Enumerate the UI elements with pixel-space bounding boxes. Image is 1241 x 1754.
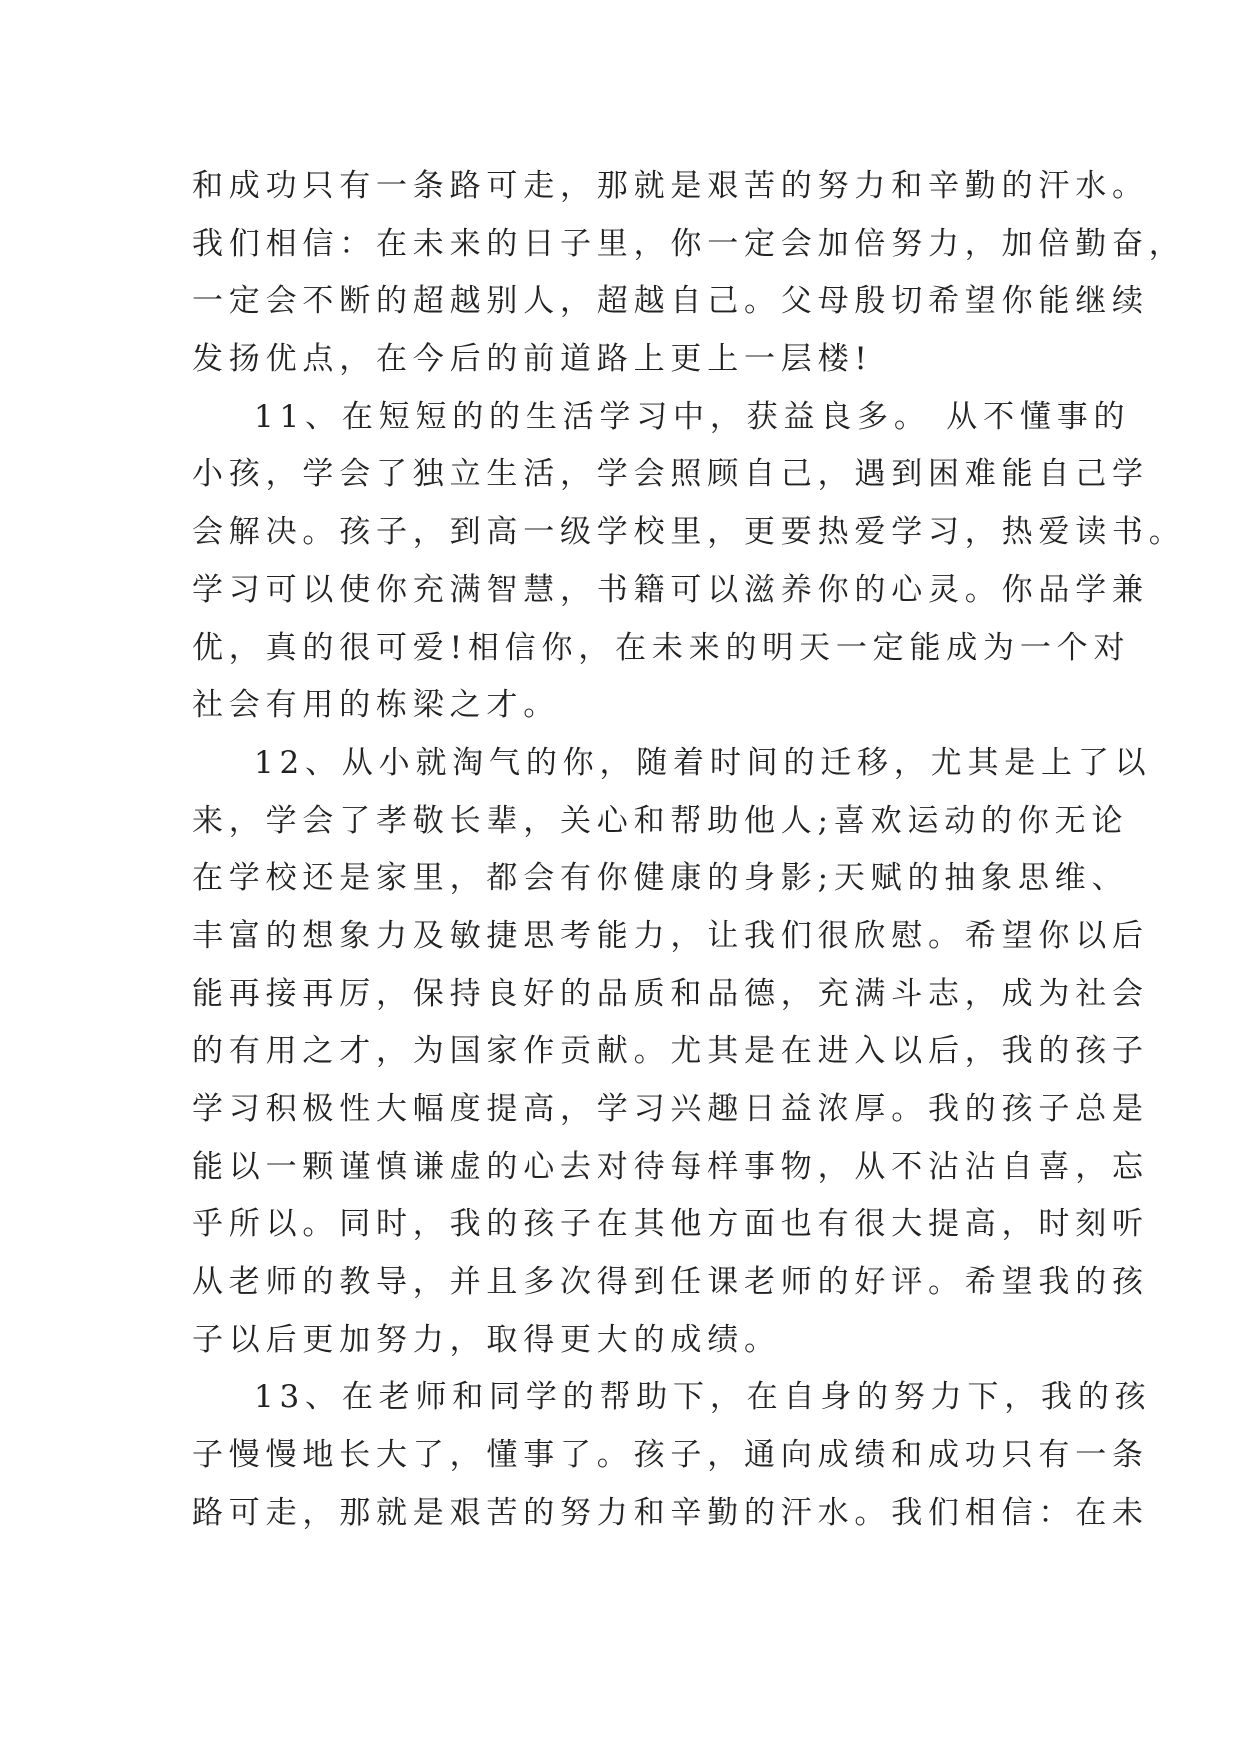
text-line: 会解决。孩子，到高一级学校里，更要热爱学习，热爱读书。	[192, 514, 1186, 551]
text-line: 小孩，学会了独立生活，学会照顾自己，遇到困难能自己学	[192, 456, 1149, 493]
text-line: 子以后更加努力，取得更大的成绩。	[192, 1321, 781, 1358]
text-line: 一定会不断的超越别人，超越自己。父母殷切希望你能继续	[192, 283, 1149, 320]
paragraph-11-first-line: 11、在短短的的生活学习中，获益良多。 从不懂事的	[254, 398, 1131, 435]
text-line: 社会有用的栋梁之才。	[192, 687, 560, 724]
document-body	[192, 158, 1186, 1543]
paragraph-12-first-line: 12、从小就淘气的你，随着时间的迁移，尤其是上了以	[254, 744, 1152, 781]
text-line: 来，学会了孝敬长辈，关心和帮助他人;喜欢运动的你无论	[192, 802, 1129, 839]
text-line: 优，真的很可爱!相信你，在未来的明天一定能成为一个对	[192, 629, 1131, 666]
text-line: 能以一颗谨慎谦虚的心去对待每样事物，从不沾沾自喜，忘	[192, 1148, 1149, 1185]
text-line: 路可走，那就是艰苦的努力和辛勤的汗水。我们相信：在未	[192, 1494, 1149, 1531]
text-line: 学习可以使你充满智慧，书籍可以滋养你的心灵。你品学兼	[192, 571, 1149, 608]
text-line: 我们相信：在未来的日子里，你一定会加倍努力，加倍勤奋，	[192, 225, 1186, 262]
text-line: 从老师的教导，并且多次得到任课老师的好评。希望我的孩	[192, 1264, 1149, 1301]
paragraph-13-first-line: 13、在老师和同学的帮助下，在自身的努力下，我的孩	[254, 1379, 1152, 1416]
text-line: 在学校还是家里，都会有你健康的身影;天赋的抽象思维、	[192, 860, 1129, 897]
text-line: 乎所以。同时，我的孩子在其他方面也有很大提高，时刻听	[192, 1206, 1149, 1243]
text-line: 和成功只有一条路可走，那就是艰苦的努力和辛勤的汗水。	[192, 168, 1149, 204]
text-line: 子慢慢地长大了，懂事了。孩子，通向成绩和成功只有一条	[192, 1437, 1149, 1474]
text-line: 能再接再厉，保持良好的品质和品德，充满斗志，成为社会	[192, 975, 1149, 1012]
text-line: 的有用之才，为国家作贡献。尤其是在进入以后，我的孩子	[192, 1033, 1149, 1070]
text-line: 丰富的想象力及敏捷思考能力，让我们很欣慰。希望你以后	[192, 917, 1149, 954]
text-line: 发扬优点，在今后的前道路上更上一层楼!	[192, 341, 873, 378]
text-line: 学习积极性大幅度提高，学习兴趣日益浓厚。我的孩子总是	[192, 1091, 1149, 1127]
